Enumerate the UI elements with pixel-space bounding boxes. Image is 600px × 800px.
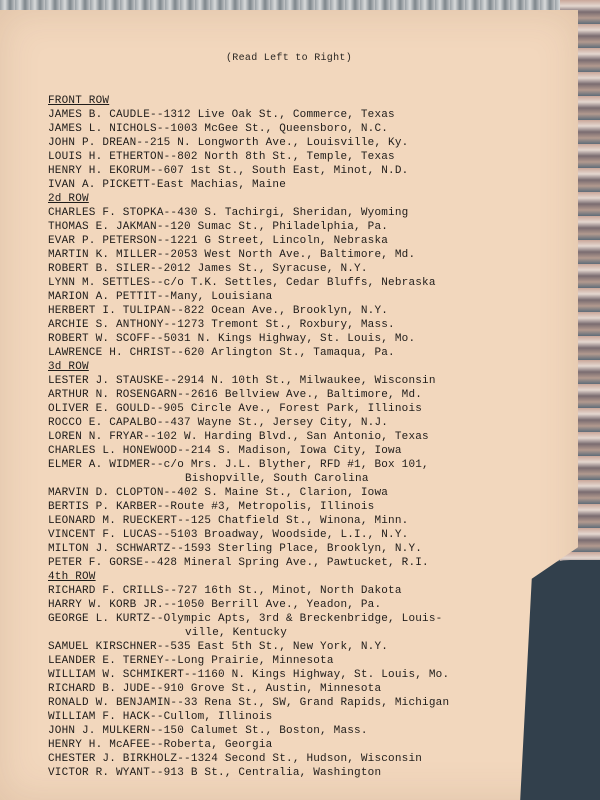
row-heading: 3d ROW	[48, 361, 89, 373]
roster-entry: IVAN A. PICKETT-East Machias, Maine	[48, 179, 287, 191]
roster-entry: EVAR P. PETERSON--1221 G Street, Lincoln, Nebraska	[48, 235, 389, 247]
roster-entry: OLIVER E. GOULD--905 Circle Ave., Forest Park, Illinois	[48, 403, 423, 415]
roster-entry: SAMUEL KIRSCHNER--535 East 5th St., New York, N.Y.	[48, 641, 389, 653]
roster-entry: CHARLES F. STOPKA--430 S. Tachirgi, Sheridan, Wyoming	[48, 207, 409, 219]
roster-entry: JOHN P. DREAN--215 N. Longworth Ave., Louisville, Ky.	[48, 137, 409, 149]
roster-entry: WILLIAM W. SCHMIKERT--1160 N. Kings Highway, St. Louis, Mo.	[48, 669, 450, 681]
roster-entry: HARRY W. KORB JR.--1050 Berrill Ave., Yeadon, Pa.	[48, 599, 382, 611]
roster-entry: JOHN J. MULKERN--150 Calumet St., Boston, Mass.	[48, 725, 368, 737]
roster-entry: ROBERT W. SCOFF--5031 N. Kings Highway, St. Louis, Mo.	[48, 333, 416, 345]
roster-entry: VINCENT F. LUCAS--5103 Broadway, Woodside, L.I., N.Y.	[48, 529, 409, 541]
roster-list	[48, 94, 449, 780]
roster-entry: BERTIS P. KARBER--Route #3, Metropolis, Illinois	[48, 501, 375, 513]
roster-entry: RONALD W. BENJAMIN--33 Rena St., SW, Grand Rapids, Michigan	[48, 697, 450, 709]
roster-entry: JAMES B. CAUDLE--1312 Live Oak St., Commerce, Texas	[48, 109, 395, 121]
roster-entry: LEONARD M. RUECKERT--125 Chatfield St., Winona, Minn.	[48, 515, 409, 527]
roster-entry: LAWRENCE H. CHRIST--620 Arlington St., Tamaqua, Pa.	[48, 347, 395, 359]
roster-entry: ROCCO E. CAPALBO--437 Wayne St., Jersey City, N.J.	[48, 417, 389, 429]
roster-entry: LEANDER E. TERNEY--Long Prairie, Minnesota	[48, 655, 334, 667]
roster-entry: ARCHIE S. ANTHONY--1273 Tremont St., Roxbury, Mass.	[48, 319, 395, 331]
roster-entry: LYNN M. SETTLES--c/o T.K. Settles, Cedar Bluffs, Nebraska	[48, 277, 436, 289]
roster-entry: VICTOR R. WYANT--913 B St., Centralia, Washington	[48, 767, 382, 779]
row-heading: 2d ROW	[48, 193, 89, 205]
roster-entry: MARTIN K. MILLER--2053 West North Ave., Baltimore, Md.	[48, 249, 416, 261]
roster-entry: ARTHUR N. ROSENGARN--2616 Bellview Ave., Baltimore, Md.	[48, 389, 423, 401]
roster-entry: PETER F. GORSE--428 Mineral Spring Ave., Pawtucket, R.I.	[48, 557, 429, 569]
row-heading: 4th ROW	[48, 571, 96, 583]
roster-entry: MILTON J. SCHWARTZ--1593 Sterling Place, Brooklyn, N.Y.	[48, 543, 423, 555]
roster-entry: THOMAS E. JAKMAN--120 Sumac St., Philadelphia, Pa.	[48, 221, 389, 233]
roster-entry: HENRY H. McAFEE--Roberta, Georgia	[48, 739, 273, 751]
roster-entry: CHARLES L. HONEWOOD--214 S. Madison, Iowa City, Iowa	[48, 445, 402, 457]
document-header: (Read Left to Right)	[225, 53, 353, 64]
roster-entry: MARVIN D. CLOPTON--402 S. Maine St., Clarion, Iowa	[48, 487, 389, 499]
roster-entry: RICHARD B. JUDE--910 Grove St., Austin, Minnesota	[48, 683, 382, 695]
roster-entry: ELMER A. WIDMER--c/o Mrs. J.L. Blyther, RFD #1, Box 101,	[48, 459, 429, 471]
roster-entry: HENRY H. EKORUM--607 1st St., South East, Minot, N.D.	[48, 165, 409, 177]
roster-entry: JAMES L. NICHOLS--1003 McGee St., Queensboro, N.C.	[48, 123, 389, 135]
roster-entry: LOUIS H. ETHERTON--802 North 8th St., Temple, Texas	[48, 151, 395, 163]
roster-entry: CHESTER J. BIRKHOLZ--1324 Second St., Hudson, Wisconsin	[48, 753, 423, 765]
roster-entry: MARION A. PETTIT--Many, Louisiana	[48, 291, 273, 303]
row-heading: FRONT ROW	[48, 95, 110, 107]
roster-entry: ROBERT B. SILER--2012 James St., Syracuse, N.Y.	[48, 263, 368, 275]
roster-entry: GEORGE L. KURTZ--Olympic Apts, 3rd & Breckenbridge, Louis-	[48, 613, 443, 625]
entry-continuation: ville, Kentucky	[185, 627, 288, 639]
roster-entry: HERBERT I. TULIPAN--822 Ocean Ave., Brooklyn, N.Y.	[48, 305, 389, 317]
roster-entry: WILLIAM F. HACK--Cullom, Illinois	[48, 711, 273, 723]
roster-entry: LESTER J. STAUSKE--2914 N. 10th St., Milwaukee, Wisconsin	[48, 375, 436, 387]
roster-entry: LOREN N. FRYAR--102 W. Harding Blvd., San Antonio, Texas	[48, 431, 429, 443]
entry-continuation: Bishopville, South Carolina	[185, 473, 369, 485]
roster-entry: RICHARD F. CRILLS--727 16th St., Minot, North Dakota	[48, 585, 402, 597]
